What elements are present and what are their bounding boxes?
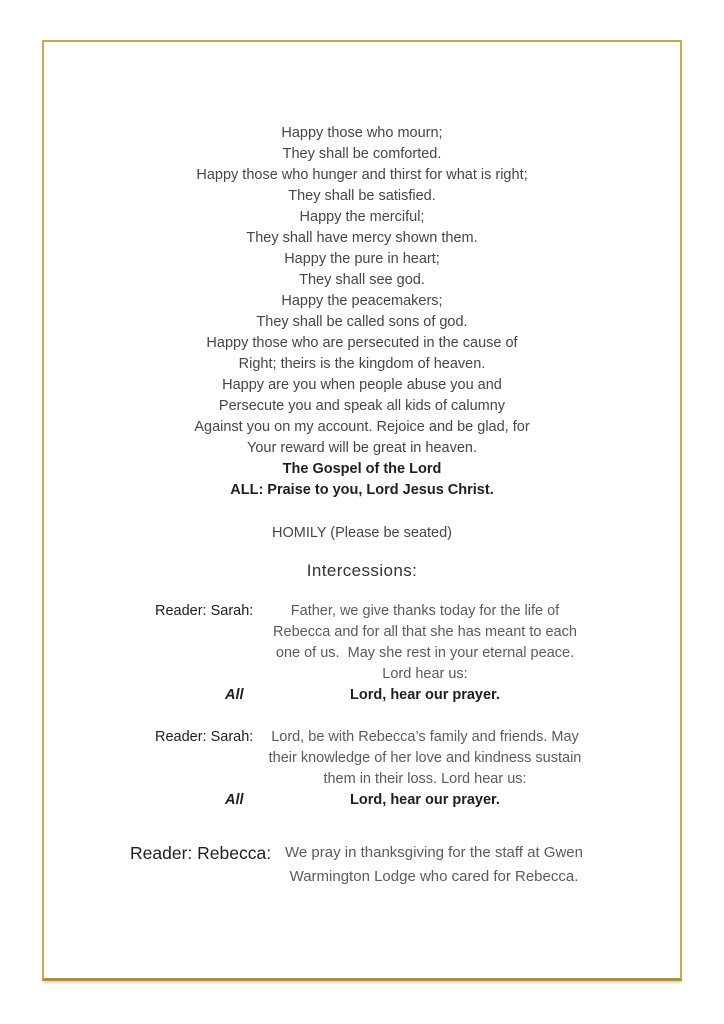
petition-text [273,841,595,889]
response-text: Lord, hear our prayer. [350,687,500,703]
petition-block [42,601,682,685]
congregation-response-row [42,685,682,706]
homily-heading: HOMILY (Please be seated) [272,525,452,541]
gospel-line: They shall have mercy shown them. [246,230,478,246]
gospel-line: Happy those who hunger and thirst for what is right; [196,167,528,183]
gospel-line: Happy the pure in heart; [284,251,440,267]
congregation-response-row [42,790,682,811]
response-text: Lord, hear our prayer. [350,792,500,808]
gospel-line: Happy the merciful; [299,209,425,225]
all-label: All [225,792,244,808]
petition-line: Rebecca and for all that she has meant to each [273,624,577,640]
reader-label: Reader: Rebecca: [130,843,272,863]
gospel-line: Against you on my account. Rejoice and be glad, for [194,419,530,435]
petition-line: Lord, be with Rebecca’s family and friends. May [271,729,579,745]
gospel-line: Happy the peacemakers; [281,293,443,309]
reader-label: Reader: Sarah: [155,603,254,619]
gospel-line: Happy those who mourn; [281,125,443,141]
gospel-reading [42,123,682,501]
petition-block [42,841,682,889]
petition-line: one of us. May she rest in your eternal peace. [275,645,575,661]
intercessions-heading: Intercessions: [306,561,418,580]
petition-text [255,727,595,790]
gospel-line: They shall see god. [299,272,425,288]
gospel-line: Persecute you and speak all kids of calumny [218,398,506,414]
all-label: All [225,687,244,703]
gospel-line: They shall be called sons of god. [256,314,468,330]
gospel-acclamation: The Gospel of the Lord [282,461,442,477]
page-content [42,40,682,981]
petition-text [255,601,595,685]
petition-line: Lord hear us: [382,666,468,682]
petition-line: We pray in thanksgiving for the staff at Gwen [285,844,583,861]
petition-line: Father, we give thanks today for the life of [290,603,560,619]
gospel-response: ALL: Praise to you, Lord Jesus Christ. [230,482,494,498]
petition-block [42,727,682,790]
gospel-line: Your reward will be great in heaven. [247,440,477,456]
gospel-line: Happy are you when people abuse you and [222,377,502,393]
gospel-line: Right; theirs is the kingdom of heaven. [238,356,486,372]
gospel-line: They shall be satisfied. [288,188,436,204]
gospel-line: They shall be comforted. [282,146,442,162]
petition-line: their knowledge of her love and kindness sustain [268,750,582,766]
gospel-line: Happy those who are persecuted in the cause of [206,335,518,351]
petition-line: them in their loss. Lord hear us: [323,771,527,787]
petition-line: Warmington Lodge who cared for Rebecca. [289,868,579,885]
reader-label: Reader: Sarah: [155,729,254,745]
